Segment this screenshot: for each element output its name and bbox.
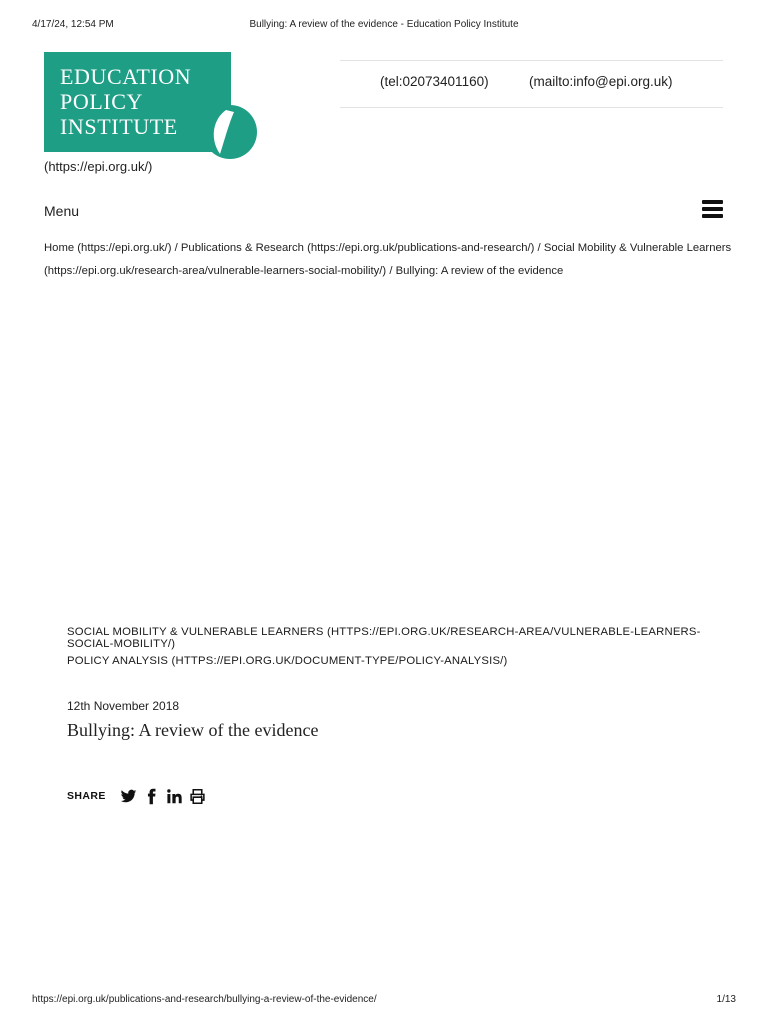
breadcrumb-separator: / [534,242,544,254]
logo-line-1: EDUCATION [60,64,192,89]
breadcrumb-publications[interactable]: Publications & Research (https://epi.org.uk/publications-and-research/) [180,242,535,254]
category-link[interactable]: SOCIAL MOBILITY & VULNERABLE LEARNERS (HTTPS://EPI.ORG.UK/RESEARCH-AREA/VULNERABLE-LEARNERS-SOCIAL-MOBILITY/) [67,626,701,650]
print-header [32,19,736,31]
logo-line-2: POLICY [60,89,144,114]
hamburger-icon[interactable] [702,200,723,218]
twitter-icon[interactable] [120,787,138,805]
print-datetime: 4/17/24, 12:54 PM [32,19,114,30]
facebook-icon[interactable] [143,787,161,805]
print-page-number: 1/13 [716,994,736,1005]
article-title: Bullying: A review of the evidence [67,720,319,740]
email-link[interactable]: (mailto:info@epi.org.uk) [529,74,673,89]
logo-line-3: INSTITUTE [60,114,178,139]
logo-link[interactable] [44,52,260,158]
print-footer [32,994,736,1006]
publication-date: 12th November 2018 [67,699,180,713]
print-icon[interactable] [189,787,207,805]
breadcrumb-home[interactable]: Home (https://epi.org.uk/) [44,242,172,254]
print-doc-title: Bullying: A review of the evidence - Education Policy Institute [249,19,519,30]
breadcrumb-separator: / [386,265,396,277]
category-link[interactable]: POLICY ANALYSIS (HTTPS://EPI.ORG.UK/DOCUMENT-TYPE/POLICY-ANALYSIS/) [67,655,508,667]
article-categories [67,627,707,674]
home-link-url[interactable]: (https://epi.org.uk/) [44,159,153,174]
print-url: https://epi.org.uk/publications-and-research/bullying-a-review-of-the-evidence/ [32,994,377,1005]
share-bar [67,786,212,806]
linkedin-icon[interactable] [166,787,184,805]
breadcrumb-social-mobility[interactable]: Social Mobility & Vulnerable Learners (https://epi.org.uk/research-area/vulnerable-learners-social-mobility/) [44,242,732,277]
phone-link[interactable]: (tel:02073401160) [380,74,489,89]
logo-mark-icon [202,104,258,160]
breadcrumb-current: Bullying: A review of the evidence [395,265,564,277]
menu-label[interactable]: Menu [44,203,80,219]
breadcrumb-separator: / [171,242,181,254]
breadcrumb [44,237,734,283]
contact-bar [340,60,723,108]
share-label: SHARE [67,790,106,802]
